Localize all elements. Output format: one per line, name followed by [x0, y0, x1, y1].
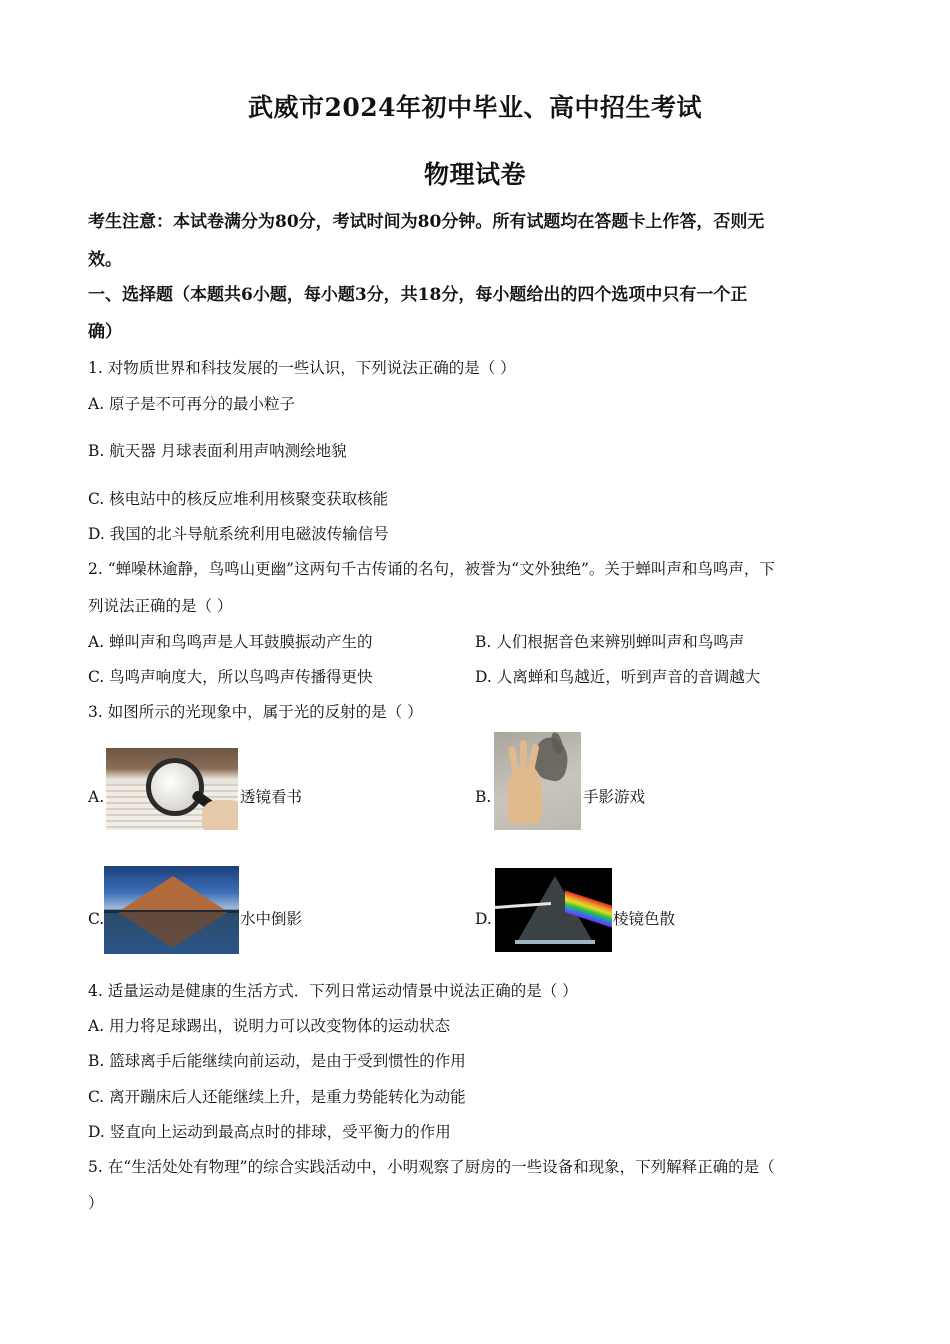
q2-option-c: C. 鸟鸣声响度大，所以鸟鸣声传播得更快 [88, 668, 373, 686]
q3-option-c-letter: C. [88, 910, 105, 928]
section-heading-line-1: 一、选择题（本题共6小题，每小题3分，共18分，每小题给出的四个选项中只有一个正 [88, 285, 748, 305]
q2-option-b: B. 人们根据音色来辨别蝉叫声和鸟鸣声 [475, 633, 745, 651]
section-heading-line-2: 确） [88, 322, 122, 342]
q3-option-c-caption: 水中倒影 [240, 910, 303, 928]
q2-option-d: D. 人离蝉和鸟越近，听到声音的音调越大 [475, 668, 761, 686]
exam-subtitle: 物理试卷 [423, 160, 526, 189]
exam-title: 武威市2024年初中毕业、高中招生考试 [247, 93, 703, 122]
magnifier-reading-image [106, 748, 238, 830]
q4-option-c: C. 离开蹦床后人还能继续上升，是重力势能转化为动能 [88, 1088, 466, 1106]
q3-option-a-letter: A. [88, 788, 105, 806]
q3-option-d-letter: D. [475, 910, 492, 928]
q3-option-d-caption: 棱镜色散 [613, 910, 676, 928]
mountain-reflection-image [104, 866, 239, 954]
q1-option-d: D. 我国的北斗导航系统利用电磁波传输信号 [88, 525, 389, 543]
q3-option-a-caption: 透镜看书 [240, 788, 303, 806]
q4-option-a: A. 用力将足球踢出，说明力可以改变物体的运动状态 [88, 1017, 451, 1035]
q2-option-a: A. 蝉叫声和鸟鸣声是人耳鼓膜振动产生的 [88, 633, 373, 651]
hand-shadow-image [494, 732, 581, 830]
notice-line-2: 效。 [88, 250, 122, 270]
q1-option-c: C. 核电站中的核反应堆利用核聚变获取核能 [88, 490, 389, 508]
q1-stem: 1. 对物质世界和科技发展的一些认识，下列说法正确的是（ ） [88, 359, 516, 377]
q4-option-b: B. 篮球离手后能继续向前运动，是由于受到惯性的作用 [88, 1052, 466, 1070]
q3-option-b-caption: 手影游戏 [583, 788, 646, 806]
notice-line-1: 考生注意：本试卷满分为80分，考试时间为80分钟。所有试题均在答题卡上作答，否则无 [88, 212, 765, 232]
q3-stem: 3. 如图所示的光现象中，属于光的反射的是（ ） [88, 703, 423, 721]
q3-option-b-letter: B. [475, 788, 492, 806]
q1-option-a: A. 原子是不可再分的最小粒子 [88, 395, 296, 413]
q5-stem-line-1: 5. 在“生活处处有物理”的综合实践活动中，小明观察了厨房的一些设备和现象，下列解释正确的是（ [88, 1158, 775, 1176]
q2-stem-line-2: 列说法正确的是（ ） [88, 597, 233, 615]
q5-stem-line-2: ） [88, 1194, 104, 1212]
q2-stem-line-1: 2. “蝉噪林逾静，鸟鸣山更幽”这两句千古传诵的名句，被誉为“文外独绝”。关于蝉叫声和鸟鸣声，下 [88, 560, 775, 578]
q4-stem: 4. 适量运动是健康的生活方式．下列日常运动情景中说法正确的是（ ） [88, 982, 578, 1000]
prism-dispersion-image [495, 868, 612, 952]
q1-option-b: B. 航天器 月球表面利用声呐测绘地貌 [88, 442, 347, 460]
q4-option-d: D. 竖直向上运动到最高点时的排球，受平衡力的作用 [88, 1123, 451, 1141]
